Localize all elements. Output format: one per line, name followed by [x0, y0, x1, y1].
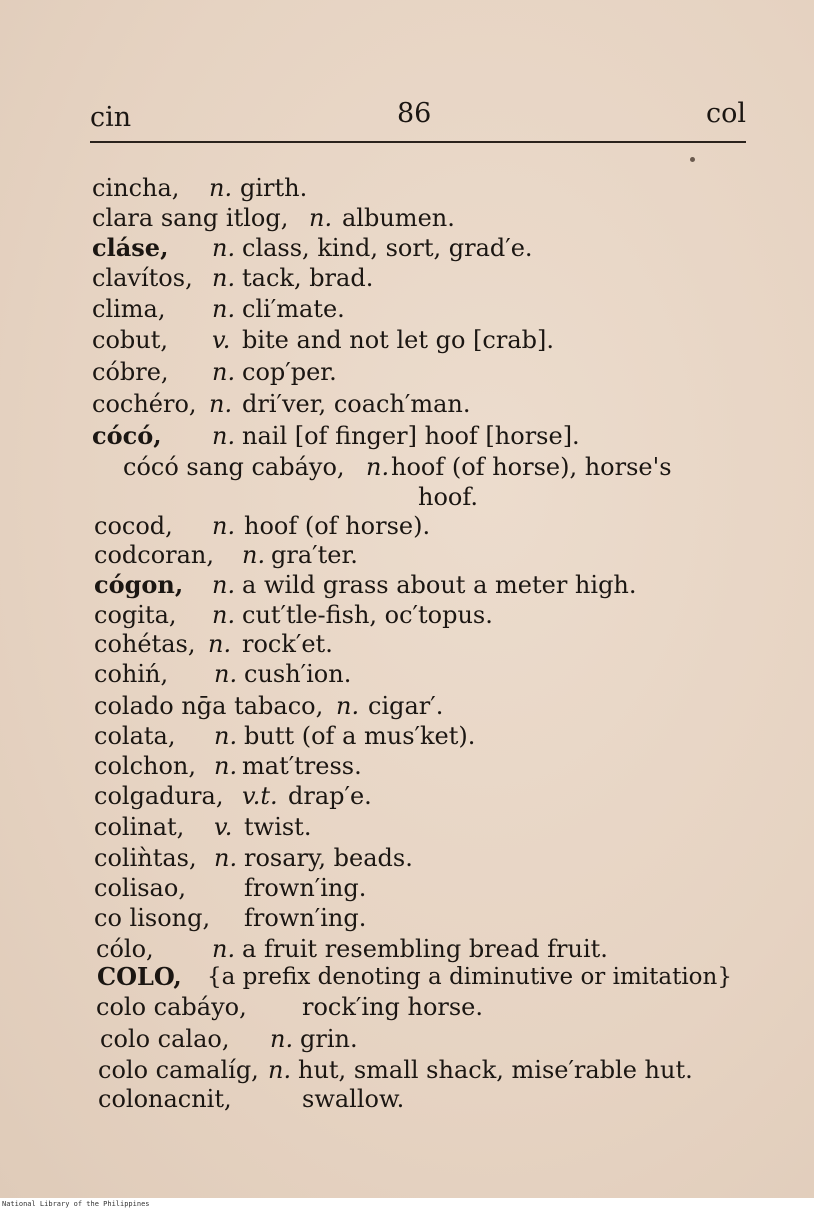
- entry-pos: v.: [212, 326, 231, 354]
- entry-headword: cócó,: [92, 421, 162, 450]
- dictionary-entry: [94, 570, 637, 601]
- entry-headword: colata,: [94, 722, 176, 750]
- entry-headword: cocod,: [94, 512, 173, 540]
- entry-definition: a wild grass about a meter high.: [242, 571, 637, 599]
- entry-headword: colonacnit,: [98, 1085, 232, 1113]
- entry-pos: n.: [209, 174, 233, 202]
- dictionary-entry: [92, 173, 308, 204]
- dictionary-entry: [92, 325, 554, 356]
- dictionary-entry: [92, 421, 580, 452]
- entry-definition: tack, brad.: [242, 264, 374, 292]
- entry-pos: n.: [214, 844, 238, 872]
- entry-headword: colgadura,: [94, 782, 224, 810]
- entry-headword: cóbre,: [92, 358, 169, 386]
- entry-headword: cohiń,: [94, 660, 169, 688]
- dictionary-entry: [100, 1024, 358, 1055]
- entry-pos: n.: [209, 390, 233, 418]
- entry-pos: n.: [212, 234, 236, 262]
- entry-pos: n.: [212, 571, 236, 599]
- dictionary-entry: [94, 781, 372, 812]
- dictionary-entry: [94, 511, 431, 542]
- entry-definition: frown′ing.: [244, 904, 367, 932]
- entry-definition: frown′ing.: [244, 874, 367, 902]
- entry-pos: n.: [212, 601, 236, 629]
- entry-definition: gra′ter.: [271, 541, 358, 569]
- dictionary-entry: [97, 962, 732, 993]
- entry-headword: colo calao,: [100, 1025, 230, 1053]
- dictionary-entry: [94, 691, 444, 722]
- entry-headword: clara sang itlog,: [92, 204, 289, 232]
- entry-definition: nail [of finger] hoof [horse].: [242, 422, 580, 450]
- dictionary-entry: [92, 233, 533, 264]
- dictionary-entry: [92, 203, 455, 234]
- entry-headword: codcoran,: [94, 541, 215, 569]
- entry-pos: n.: [212, 422, 236, 450]
- entry-headword: clima,: [92, 295, 166, 323]
- entry-headword: clavítos,: [92, 264, 193, 292]
- dictionary-entry: [94, 843, 413, 874]
- dictionary-entry: [98, 1055, 693, 1086]
- dictionary-entry: [94, 751, 362, 782]
- entry-pos: n.: [212, 264, 236, 292]
- entry-pos: n.: [214, 752, 238, 780]
- entry-headword: colisao,: [94, 874, 186, 902]
- dictionary-entry: [94, 873, 367, 904]
- dictionary-entry: [94, 659, 352, 690]
- entry-pos: n.: [212, 358, 236, 386]
- entry-headword: cócó sang cabáyo,: [123, 453, 345, 481]
- entry-definition: cli′mate.: [242, 295, 345, 323]
- entry-headword: colo cabáyo,: [96, 993, 247, 1021]
- entry-headword: co lisong,: [94, 904, 211, 932]
- entry-definition: a fruit resembling bread fruit.: [242, 935, 608, 963]
- entry-pos: n.: [208, 630, 232, 658]
- header-first-word: cin: [90, 102, 132, 133]
- dictionary-entry: [94, 540, 358, 571]
- dictionary-entry: [92, 263, 374, 294]
- entry-headword: COLO,: [97, 962, 182, 991]
- entry-definition: bite and not let go [crab].: [242, 326, 554, 354]
- entry-pos: n.: [214, 722, 238, 750]
- entry-definition: class, kind, sort, grad′e.: [242, 234, 533, 262]
- entry-definition: cigar′.: [368, 692, 444, 720]
- dictionary-entry: [92, 389, 471, 420]
- entry-definition: {a prefix denoting a diminutive or imitation}: [207, 964, 732, 990]
- dictionary-entry: [94, 903, 367, 934]
- library-credit: National Library of the Philippines: [2, 1200, 150, 1208]
- entry-headword: colinat,: [94, 813, 185, 841]
- dictionary-entry: [94, 600, 493, 631]
- entry-headword: coliǹtas,: [94, 844, 197, 872]
- entry-definition: hut, small shack, mise′rable hut.: [298, 1056, 693, 1084]
- entry-definition: drap′e.: [288, 782, 372, 810]
- entry-pos: n.: [366, 453, 390, 481]
- entry-headword: cólo,: [96, 935, 154, 963]
- entry-pos: n.: [212, 512, 236, 540]
- entry-headword: cláse,: [92, 233, 169, 262]
- entry-definition: cush′ion.: [244, 660, 352, 688]
- entry-pos: v.t.: [242, 782, 278, 810]
- entry-definition: hoof.: [418, 483, 479, 511]
- entry-headword: cohétas,: [94, 630, 196, 658]
- entry-definition: swallow.: [302, 1085, 405, 1113]
- entry-pos: n.: [214, 660, 238, 688]
- dictionary-entry: [94, 812, 312, 843]
- entry-definition: rock′et.: [242, 630, 333, 658]
- dictionary-entry: [123, 452, 672, 483]
- dictionary-entry: [94, 629, 333, 660]
- entry-pos: n.: [268, 1056, 292, 1084]
- dictionary-entry: [94, 721, 476, 752]
- entry-headword: cochéro,: [92, 390, 197, 418]
- entry-pos: n.: [242, 541, 266, 569]
- entry-pos: n.: [270, 1025, 294, 1053]
- entry-definition: rosary, beads.: [244, 844, 413, 872]
- entry-definition: albumen.: [342, 204, 455, 232]
- entry-pos: n.: [212, 295, 236, 323]
- entry-pos: n.: [336, 692, 360, 720]
- entry-pos: v.: [214, 813, 233, 841]
- entry-definition: hoof (of horse).: [244, 512, 431, 540]
- entry-definition: grin.: [300, 1025, 358, 1053]
- entry-headword: colado nḡa tabaco,: [94, 692, 324, 720]
- entry-headword: cobut,: [92, 326, 168, 354]
- entry-definition: rock′ing horse.: [302, 993, 484, 1021]
- dictionary-entry: [96, 934, 608, 965]
- entry-headword: colo camalíg,: [98, 1056, 259, 1084]
- header-last-word: col: [705, 98, 746, 129]
- dictionary-entry: [96, 992, 484, 1023]
- entry-definition: mat′tress.: [242, 752, 362, 780]
- entry-headword: cincha,: [92, 174, 180, 202]
- dictionary-entry: [92, 294, 345, 325]
- entry-definition: hoof (of horse), horse's: [391, 453, 672, 481]
- entry-definition: cut′tle-fish, oc′topus.: [242, 601, 493, 629]
- page-number: 86: [397, 98, 432, 129]
- entry-pos: n.: [309, 204, 333, 232]
- entry-definition: girth.: [240, 174, 308, 202]
- entry-headword: colchon,: [94, 752, 196, 780]
- entry-definition: dri′ver, coach′man.: [242, 390, 471, 418]
- entry-headword: cógon,: [94, 570, 184, 599]
- entry-definition: twist.: [244, 813, 312, 841]
- dictionary-entry: [92, 357, 337, 388]
- dictionary-entry: [98, 1084, 405, 1115]
- entry-definition: butt (of a mus′ket).: [244, 722, 476, 750]
- entry-definition: cop′per.: [242, 358, 337, 386]
- entry-headword: cogita,: [94, 601, 177, 629]
- entry-pos: n.: [212, 935, 236, 963]
